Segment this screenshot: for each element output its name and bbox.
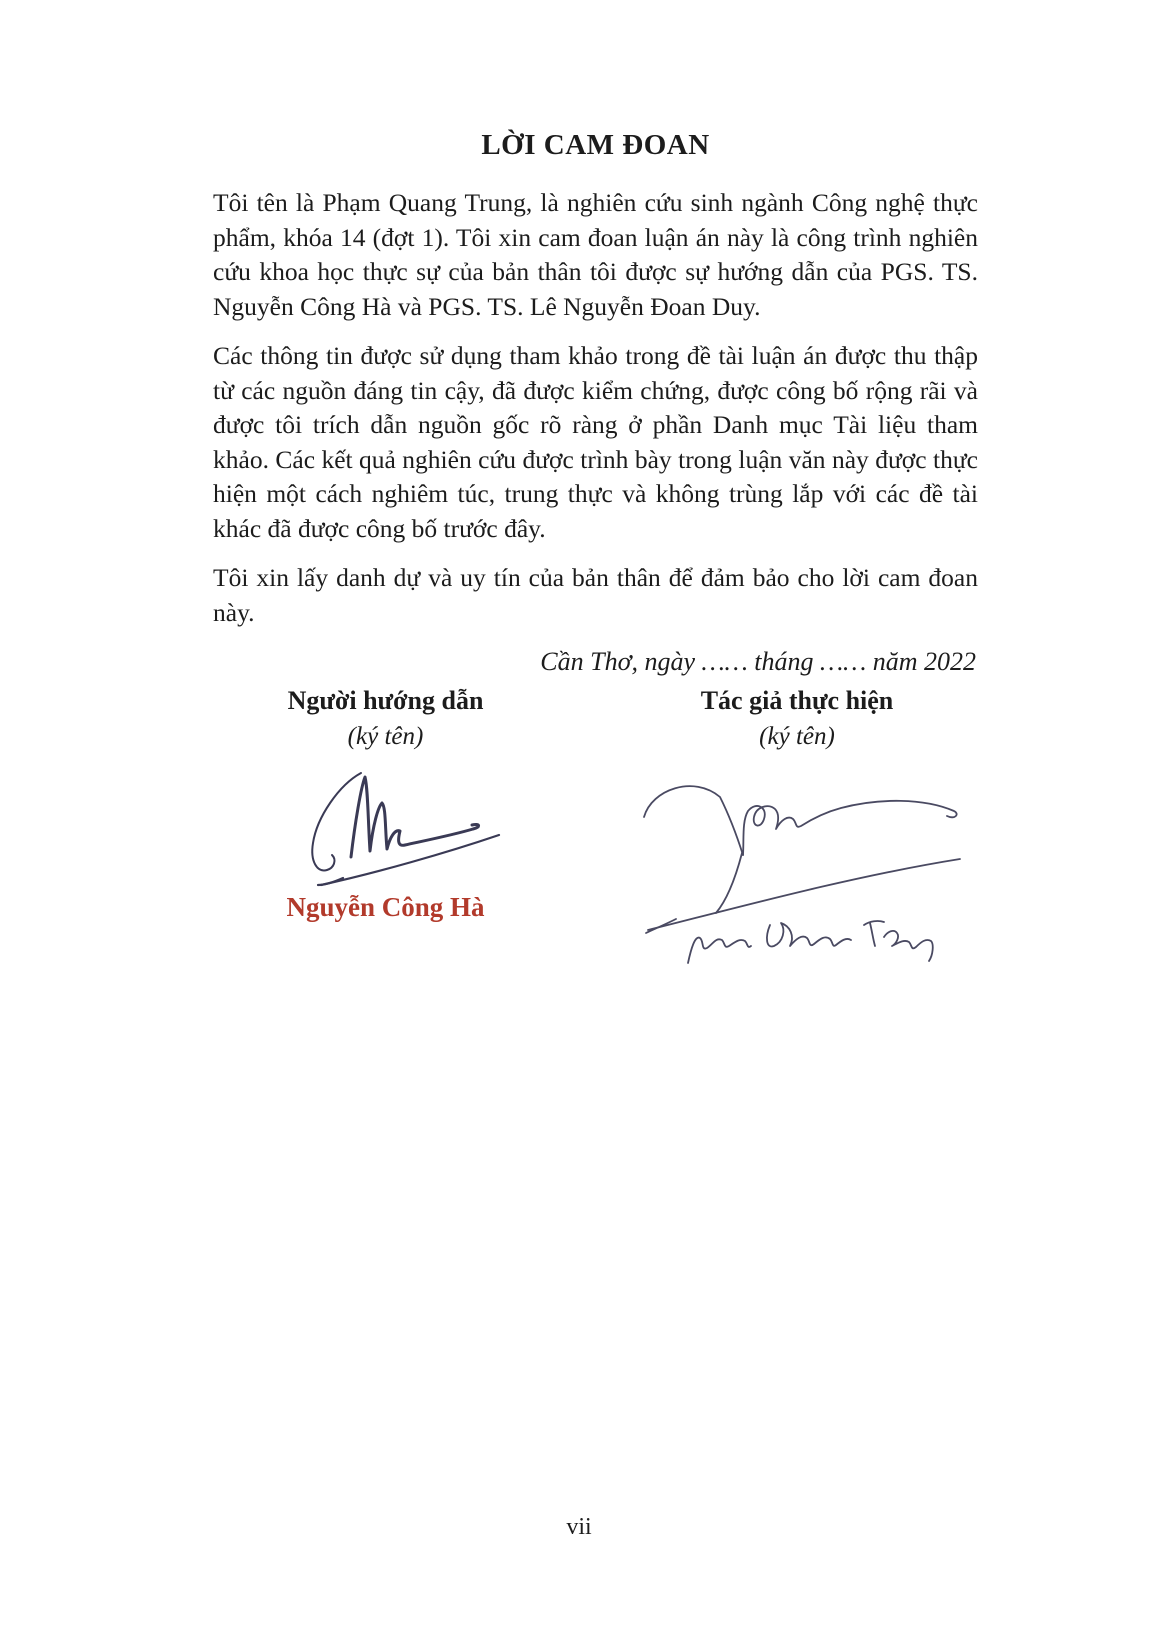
- signature-block: [213, 683, 978, 970]
- supervisor-sign-note: (ký tên): [347, 723, 424, 750]
- author-signature: [632, 765, 962, 970]
- author-sign-note: (ký tên): [759, 723, 835, 750]
- supervisor-role-label: Người hướng dẫn: [287, 686, 484, 715]
- declaration-title: LỜI CAM ĐOAN: [481, 129, 710, 161]
- author-role-label: Tác giả thực hiện: [700, 686, 894, 715]
- paragraph-3: Tôi xin lấy danh dự và uy tín của bản thân để đảm bảo cho lời cam đoan này.: [213, 563, 978, 627]
- date-line: Cần Thơ, ngày …… tháng …… năm 2022: [540, 647, 976, 676]
- paragraph-1: Tôi tên là Phạm Quang Trung, là nghiên cứu sinh ngành Công nghệ thực phẩm, khóa 14 (đợt 1). Tôi xin cam đoan luận án này là công trình nghiên cứu khoa học thực sự của bản thân tôi được sự hướng dẫn của PGS. TS. Nguyễn Công Hà và PGS. TS. Lê Nguyễn Đoan Duy.: [213, 188, 978, 321]
- supervisor-signature: [301, 765, 501, 887]
- author-column: [558, 683, 978, 970]
- paragraph-2: Các thông tin được sử dụng tham khảo trong đề tài luận án được thu thập từ các nguồn đáng tin cậy, đã được kiểm chứng, được công bố rộng rãi và được tôi trích dẫn nguồn gốc rõ ràng ở phần Danh mục Tài liệu tham khảo. Các kết quả nghiên cứu được trình bày trong luận văn này được thực hiện một cách nghiêm túc, trung thực và không trùng lắp với các đề tài khác đã được công bố trước đây.: [213, 341, 978, 543]
- page-content: [213, 126, 978, 970]
- page-number: vii: [566, 1514, 592, 1540]
- supervisor-column: [213, 683, 558, 923]
- supervisor-name: Nguyễn Công Hà: [286, 892, 485, 922]
